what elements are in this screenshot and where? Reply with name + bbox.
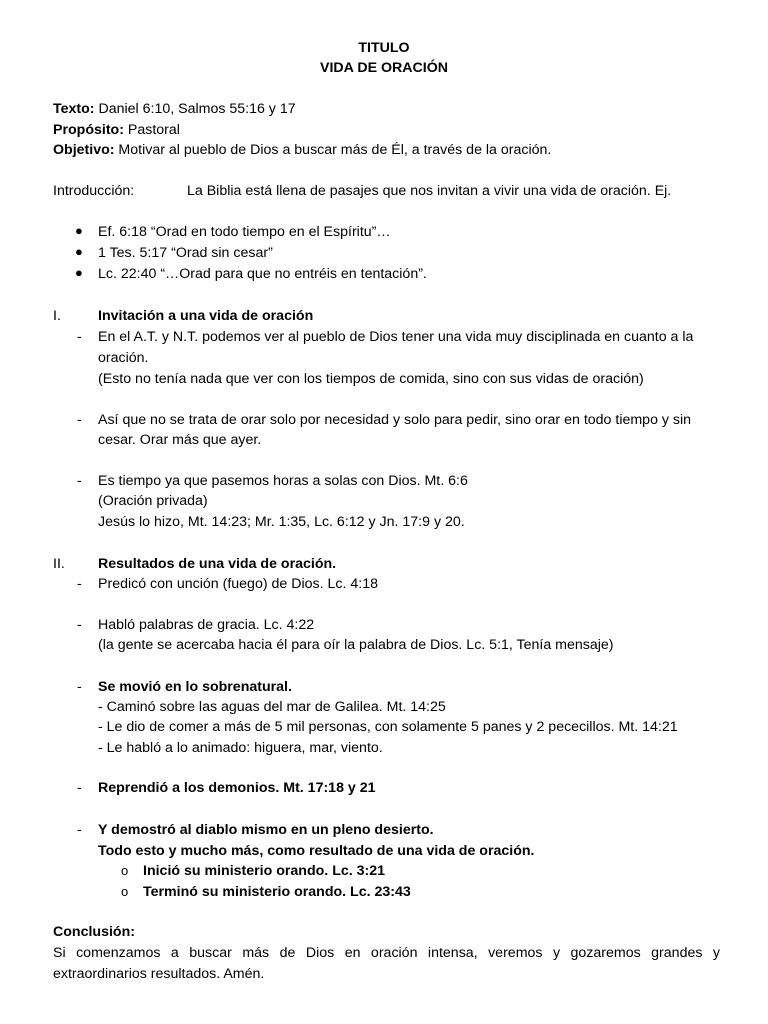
dash-marker: -: [77, 617, 82, 633]
section-2-item-3-heading: Se movió en lo sobrenatural.: [98, 679, 292, 695]
intro-bullet-2: 1 Tes. 5:17 “Orad sin cesar”: [98, 245, 273, 261]
conclusion-line-1: Si comenzamos a buscar más de Dios en oración intensa, veremos y gozaremos grandes y: [53, 945, 720, 961]
objetivo-value: Motivar al pueblo de Dios a buscar más de Él, a través de la oración.: [114, 142, 552, 158]
intro-bullet-1: Ef. 6:18 “Orad en todo tiempo en el Espíritu”…: [98, 224, 391, 240]
intro-label: Introducción:: [53, 183, 135, 199]
bullet-icon: ●: [75, 223, 83, 238]
section-2-item-1: Predicó con unción (fuego) de Dios. Lc. 4:18: [98, 576, 378, 592]
section-1-heading: Invitación a una vida de oración: [98, 308, 314, 324]
section-2-item-3-line-1: - Caminó sobre las aguas del mar de Galilea. Mt. 14:25: [98, 699, 446, 715]
section-2-item-5-line-1: Y demostró al diablo mismo en un pleno desierto.: [98, 822, 434, 838]
section-2-item-4: Reprendió a los demonios. Mt. 17:18 y 21: [98, 780, 376, 796]
dash-marker: -: [77, 473, 82, 489]
dash-marker: -: [77, 780, 82, 796]
meta-texto: [53, 99, 296, 119]
dash-marker: -: [77, 822, 82, 838]
section-1-item-1-line-3: (Esto no tenía nada que ver con los tiempos de comida, sino con sus vidas de oración): [98, 371, 644, 387]
section-2-heading: Resultados de una vida de oración.: [98, 556, 337, 572]
dash-marker: -: [77, 679, 82, 695]
section-1-item-1-line-2: oración.: [98, 350, 149, 366]
proposito-value: Pastoral: [123, 122, 180, 138]
circle-bullet-icon: o: [121, 884, 129, 899]
bullet-icon: ●: [75, 265, 83, 280]
proposito-label: Propósito:: [53, 122, 124, 138]
dash-marker: -: [77, 329, 82, 345]
section-1-item-2-line-1: Así que no se trata de orar solo por necesidad y solo para pedir, sino orar en todo tiempo y sin: [98, 412, 692, 428]
section-2-numeral: II.: [53, 556, 65, 572]
dash-marker: -: [77, 412, 82, 428]
section-2-sub-bullet-2: Terminó su ministerio orando. Lc. 23:43: [143, 884, 411, 900]
section-2-item-3-line-3: - Le habló a lo animado: higuera, mar, viento.: [98, 740, 383, 756]
section-2-item-2-line-2: (la gente se acercaba hacia él para oír la palabra de Dios. Lc. 5:1, Tenía mensaje): [98, 637, 614, 653]
section-1-item-1-line-1: En el A.T. y N.T. podemos ver al pueblo de Dios tener una vida muy disciplinada en cuanto a la: [98, 329, 694, 345]
conclusion-line-2: extraordinarios resultados. Amén.: [53, 966, 265, 982]
section-1-item-3-line-1: Es tiempo ya que pasemos horas a solas con Dios. Mt. 6:6: [98, 473, 468, 489]
meta-proposito: [53, 120, 180, 140]
section-1-item-3-line-3: Jesús lo hizo, Mt. 14:23; Mr. 1:35, Lc. 6:12 y Jn. 17:9 y 20.: [98, 514, 465, 530]
section-2-sub-bullet-1: Inició su ministerio orando. Lc. 3:21: [143, 863, 386, 879]
section-1-item-3-line-2: (Oración privada): [98, 493, 208, 509]
objetivo-label: Objetivo:: [53, 142, 115, 158]
section-2-item-5-line-2: Todo esto y mucho más, como resultado de una vida de oración.: [98, 843, 535, 859]
section-2-item-2-line-1: Habló palabras de gracia. Lc. 4:22: [98, 617, 315, 633]
intro-text: La Biblia está llena de pasajes que nos invitan a vivir una vida de oración. Ej.: [187, 183, 672, 199]
conclusion-label: Conclusión:: [53, 924, 135, 940]
texto-label: Texto:: [53, 101, 95, 117]
meta-objetivo: [53, 140, 551, 160]
circle-bullet-icon: o: [121, 863, 129, 878]
texto-value: Daniel 6:10, Salmos 55:16 y 17: [94, 101, 296, 117]
section-1-item-2-line-2: cesar. Orar más que ayer.: [98, 432, 262, 448]
section-1-numeral: I.: [53, 308, 61, 324]
dash-marker: -: [77, 576, 82, 592]
intro-bullet-3: Lc. 22:40 “…Orad para que no entréis en tentación”.: [98, 266, 427, 282]
title-line-1: TITULO: [358, 40, 410, 56]
title-line-2: VIDA DE ORACIÓN: [320, 60, 448, 76]
section-2-item-3-line-2: - Le dio de comer a más de 5 mil personas, con solamente 5 panes y 2 pececillos. Mt. 14:21: [98, 719, 678, 735]
bullet-icon: ●: [75, 244, 83, 259]
